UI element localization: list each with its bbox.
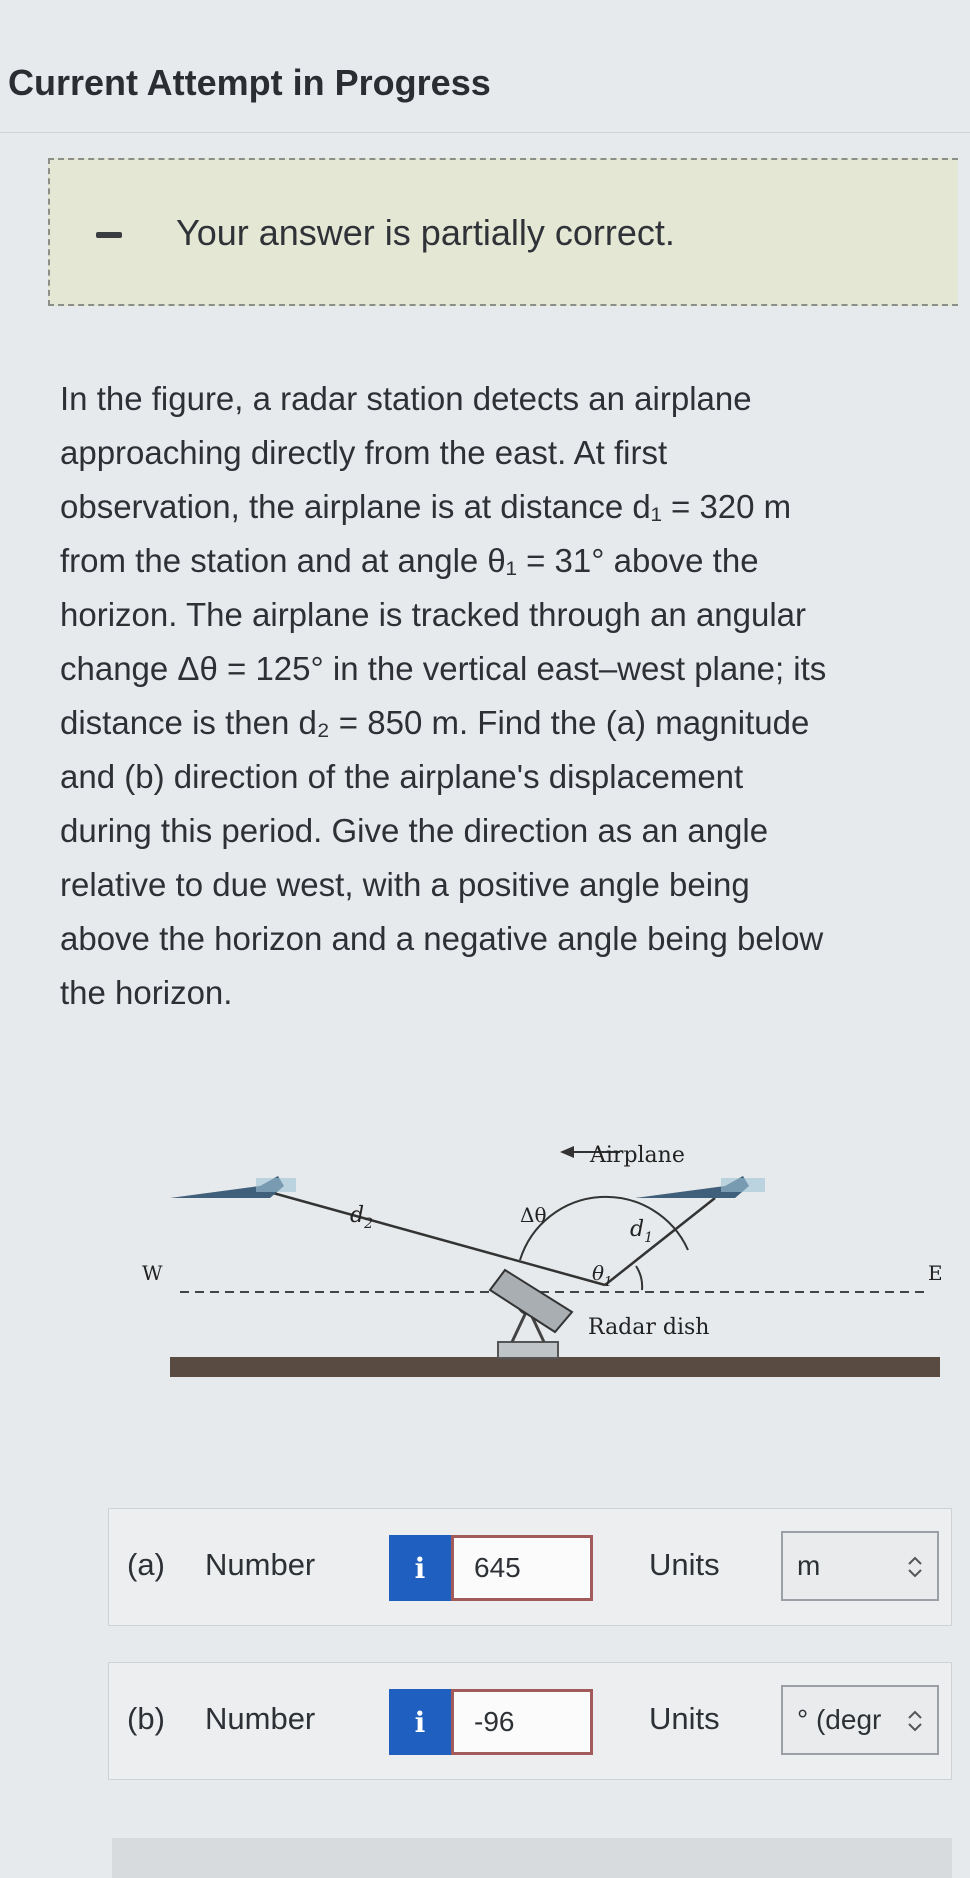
radar-figure (142, 1080, 950, 1410)
partial-correct-icon (96, 232, 122, 238)
info-icon[interactable]: i (389, 1535, 451, 1601)
theta1-label: $\theta_1$ (592, 1261, 613, 1290)
problem-text: In the figure, a radar station detects an airplane approaching directly from the east. At first observation, the airplane is at distance d₁ = 320 m from the station and at angle θ₁ = 31° above the horizon. The airplane is tracked through an angular change Δθ = 125° in the vertical east–west plane; its distance is then d₂ = 850 m. Find the (a) magnitude and (b) direction of the airplane's displacement during this period. Give the direction as an angle relative to due west, with a positive angle being above the horizon and a negative angle being below the horizon. (60, 380, 827, 1011)
east-label: E (928, 1261, 943, 1285)
number-label-a: Number (205, 1547, 316, 1582)
arrow-head (560, 1146, 574, 1158)
answer-row-a (108, 1508, 952, 1626)
select-chevron-icon (905, 1553, 925, 1581)
delta-theta-label: Δθ (520, 1203, 547, 1227)
answer-input-a[interactable] (451, 1535, 593, 1601)
d2-line (255, 1188, 605, 1285)
next-section-strip (112, 1838, 952, 1878)
units-label-b: Units (649, 1701, 720, 1736)
part-label-a: (a) (127, 1547, 165, 1582)
number-label-b: Number (205, 1701, 316, 1736)
airplane-right-icon (635, 1176, 765, 1198)
units-value-a: m (797, 1550, 821, 1581)
ground (170, 1357, 940, 1377)
radar-diagram (142, 1080, 950, 1410)
feedback-message: Your answer is partially correct. (176, 212, 675, 253)
units-select-a[interactable] (781, 1531, 939, 1601)
divider (0, 132, 970, 133)
page-title: Current Attempt in Progress (8, 62, 491, 103)
radar-label: Radar dish (588, 1315, 710, 1340)
units-select-b[interactable] (781, 1685, 939, 1755)
d2-label: $d_2$ (350, 1203, 374, 1232)
problem-statement (60, 372, 960, 1020)
info-icon[interactable]: i (389, 1689, 451, 1755)
answer-input-b[interactable] (451, 1689, 593, 1755)
part-label-b: (b) (127, 1701, 165, 1736)
west-label: W (142, 1261, 163, 1285)
radar-dish-icon (490, 1270, 572, 1358)
d1-label: $d_1$ (630, 1217, 654, 1246)
theta1-arc (636, 1266, 642, 1290)
units-label-a: Units (649, 1547, 720, 1582)
airplane-label: Airplane (590, 1143, 685, 1168)
units-value-b: ° (degr (797, 1704, 882, 1735)
feedback-box (48, 158, 958, 306)
d1-line (605, 1198, 715, 1285)
select-chevron-icon (905, 1707, 925, 1735)
answer-row-b (108, 1662, 952, 1780)
